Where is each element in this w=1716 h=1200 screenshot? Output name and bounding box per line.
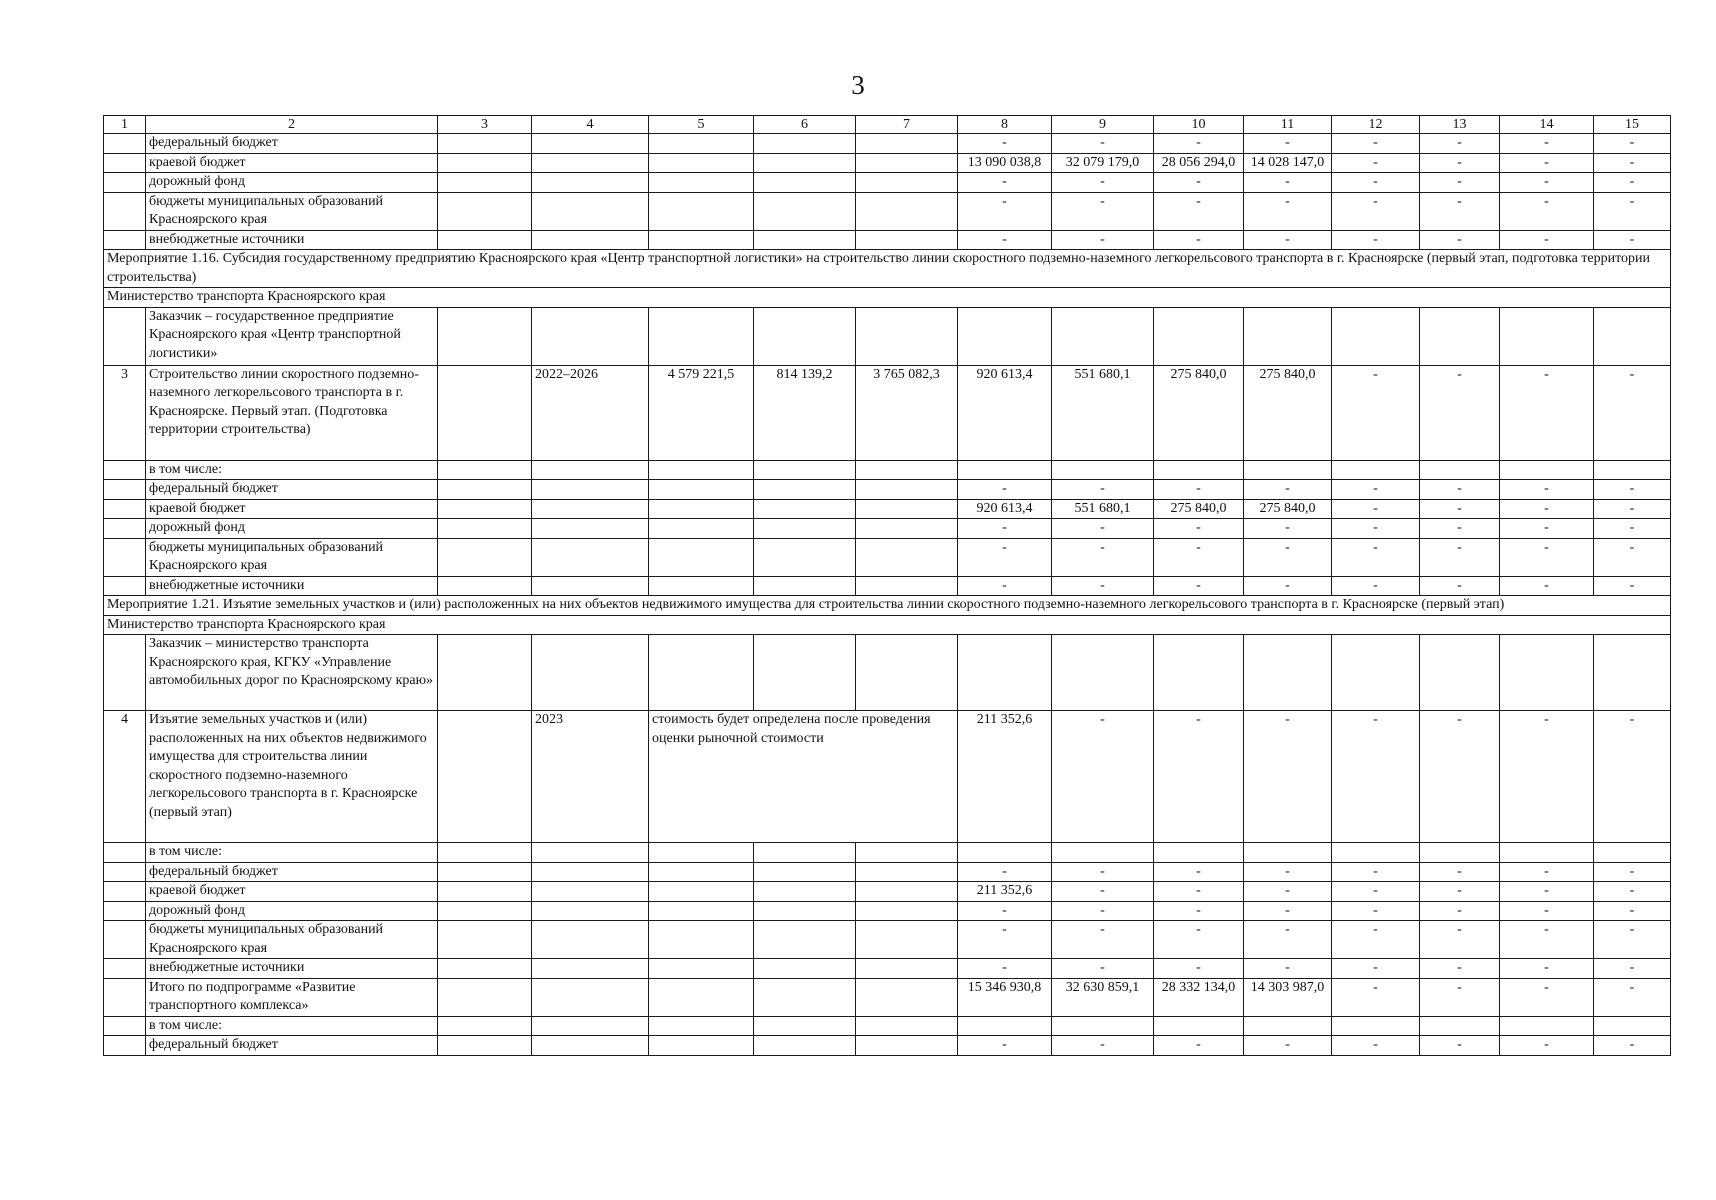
- dash-cell: -: [1420, 862, 1500, 882]
- dash-cell: -: [1500, 1036, 1594, 1056]
- dash-cell: -: [958, 134, 1052, 154]
- table-row: [104, 1016, 1671, 1036]
- header-row: [104, 116, 1671, 134]
- measure-name: Изъятие земельных участков и (или) расположенных на них объектов недвижимого имущества для строительства линии скоростного подземно-наземного легкорельсового транспорта в г. Красноярске (первый этап): [146, 711, 438, 843]
- row-label: краевой бюджет: [146, 882, 438, 902]
- col-header: 14: [1500, 116, 1594, 134]
- col-header: 1: [104, 116, 146, 134]
- dash-cell: -: [1594, 134, 1671, 154]
- dash-cell: -: [1500, 499, 1594, 519]
- table-row: [104, 153, 1671, 173]
- col-header: 5: [649, 116, 754, 134]
- dash-cell: -: [1244, 1036, 1332, 1056]
- measure-title: Мероприятие 1.21. Изъятие земельных участков и (или) расположенных на них объектов недвижимого имущества для строительства линии скоростного подземно-наземного легкорельсового транспорта в г. Красноярске (первый этап): [104, 596, 1671, 616]
- row-label: дорожный фонд: [146, 519, 438, 539]
- table-row: [104, 959, 1671, 979]
- value-cell: 32 630 859,1: [1052, 978, 1154, 1016]
- dash-cell: -: [1052, 959, 1154, 979]
- dash-cell: -: [1244, 134, 1332, 154]
- col-header: 10: [1154, 116, 1244, 134]
- dash-cell: -: [1332, 230, 1420, 250]
- dash-cell: -: [958, 901, 1052, 921]
- dash-cell: -: [1420, 576, 1500, 596]
- dash-cell: -: [1332, 921, 1420, 959]
- dash-cell: -: [1500, 862, 1594, 882]
- table-row: [104, 882, 1671, 902]
- value-cell: 551 680,1: [1052, 365, 1154, 460]
- measure-title: Мероприятие 1.16. Субсидия государственному предприятию Красноярского края «Центр транспортной логистики» на строительство линии скоростного подземно-наземного легкорельсового транспорта в г. Красноярске (первый этап, подготовка территории строительства): [104, 250, 1671, 288]
- col-header: 8: [958, 116, 1052, 134]
- cost-note: стоимость будет определена после проведения оценки рыночной стоимости: [649, 711, 958, 843]
- dash-cell: -: [1154, 1036, 1244, 1056]
- dash-cell: -: [1594, 365, 1671, 460]
- ministry-row: [104, 615, 1671, 635]
- dash-cell: -: [1500, 230, 1594, 250]
- dash-cell: -: [958, 192, 1052, 230]
- row-label: бюджеты муниципальных образований Красноярского края: [146, 921, 438, 959]
- dash-cell: -: [1244, 480, 1332, 500]
- dash-cell: -: [1332, 901, 1420, 921]
- dash-cell: -: [1244, 711, 1332, 843]
- total-row: [104, 978, 1671, 1016]
- dash-cell: -: [1154, 921, 1244, 959]
- dash-cell: -: [1332, 978, 1420, 1016]
- dash-cell: -: [1244, 921, 1332, 959]
- dash-cell: -: [1500, 519, 1594, 539]
- page-number: 3: [851, 70, 865, 100]
- dash-cell: -: [1052, 711, 1154, 843]
- dash-cell: -: [958, 1036, 1052, 1056]
- value-cell: 920 613,4: [958, 365, 1052, 460]
- dash-cell: -: [1332, 173, 1420, 193]
- value-cell: 211 352,6: [958, 882, 1052, 902]
- dash-cell: -: [1500, 978, 1594, 1016]
- value-cell: 814 139,2: [754, 365, 856, 460]
- table-row: [104, 576, 1671, 596]
- dash-cell: -: [1594, 173, 1671, 193]
- customer-label: Заказчик – министерство транспорта Красноярского края, КГКУ «Управление автомобильных дорог по Красноярскому краю»: [146, 635, 438, 711]
- dash-cell: -: [1332, 480, 1420, 500]
- dash-cell: -: [1594, 901, 1671, 921]
- dash-cell: -: [1500, 365, 1594, 460]
- value-cell: 3 765 082,3: [856, 365, 958, 460]
- dash-cell: -: [1052, 519, 1154, 539]
- col-header: 7: [856, 116, 958, 134]
- dash-cell: -: [1420, 173, 1500, 193]
- dash-cell: -: [1332, 882, 1420, 902]
- dash-cell: -: [1244, 901, 1332, 921]
- dash-cell: -: [1052, 134, 1154, 154]
- row-label: внебюджетные источники: [146, 959, 438, 979]
- col-header: 9: [1052, 116, 1154, 134]
- dash-cell: -: [1052, 882, 1154, 902]
- dash-cell: -: [1594, 480, 1671, 500]
- dash-cell: -: [1594, 978, 1671, 1016]
- dash-cell: -: [1500, 901, 1594, 921]
- value-cell: 28 056 294,0: [1154, 153, 1244, 173]
- dash-cell: -: [1332, 134, 1420, 154]
- table-row: [104, 538, 1671, 576]
- value-cell: 15 346 930,8: [958, 978, 1052, 1016]
- dash-cell: -: [1420, 134, 1500, 154]
- dash-cell: -: [1052, 862, 1154, 882]
- dash-cell: -: [958, 921, 1052, 959]
- table-row: [104, 862, 1671, 882]
- ministry-name: Министерство транспорта Красноярского края: [104, 615, 1671, 635]
- row-label: дорожный фонд: [146, 173, 438, 193]
- row-label: в том числе:: [146, 460, 438, 480]
- dash-cell: -: [1500, 711, 1594, 843]
- row-label: внебюджетные источники: [146, 576, 438, 596]
- dash-cell: -: [1154, 711, 1244, 843]
- dash-cell: -: [1420, 538, 1500, 576]
- dash-cell: -: [1332, 862, 1420, 882]
- dash-cell: -: [1500, 173, 1594, 193]
- dash-cell: -: [1244, 230, 1332, 250]
- dash-cell: -: [958, 230, 1052, 250]
- row-label: бюджеты муниципальных образований Красноярского края: [146, 192, 438, 230]
- dash-cell: -: [1594, 921, 1671, 959]
- table-row: [104, 921, 1671, 959]
- value-cell: 275 840,0: [1154, 365, 1244, 460]
- col-header: 3: [438, 116, 532, 134]
- dash-cell: -: [1154, 230, 1244, 250]
- measure-row: [104, 365, 1671, 460]
- dash-cell: -: [1420, 711, 1500, 843]
- dash-cell: -: [1052, 480, 1154, 500]
- dash-cell: -: [958, 862, 1052, 882]
- dash-cell: -: [1420, 882, 1500, 902]
- period-cell: 2022–2026: [532, 365, 649, 460]
- dash-cell: -: [1420, 192, 1500, 230]
- dash-cell: -: [1594, 153, 1671, 173]
- dash-cell: -: [1594, 499, 1671, 519]
- col-header: 6: [754, 116, 856, 134]
- value-cell: 14 028 147,0: [1244, 153, 1332, 173]
- dash-cell: -: [1420, 978, 1500, 1016]
- table-row: [104, 901, 1671, 921]
- dash-cell: -: [1154, 862, 1244, 882]
- dash-cell: -: [1052, 230, 1154, 250]
- dash-cell: -: [1154, 192, 1244, 230]
- row-label: федеральный бюджет: [146, 134, 438, 154]
- dash-cell: -: [1332, 959, 1420, 979]
- table-row: [104, 480, 1671, 500]
- dash-cell: -: [1420, 1036, 1500, 1056]
- value-cell: 28 332 134,0: [1154, 978, 1244, 1016]
- dash-cell: -: [1154, 901, 1244, 921]
- col-header: 13: [1420, 116, 1500, 134]
- value-cell: 275 840,0: [1244, 499, 1332, 519]
- dash-cell: -: [1594, 576, 1671, 596]
- table-row: [104, 173, 1671, 193]
- dash-cell: -: [1332, 711, 1420, 843]
- dash-cell: -: [1154, 538, 1244, 576]
- value-cell: 551 680,1: [1052, 499, 1154, 519]
- row-label: в том числе:: [146, 843, 438, 863]
- dash-cell: -: [1420, 230, 1500, 250]
- dash-cell: -: [1594, 862, 1671, 882]
- dash-cell: -: [958, 519, 1052, 539]
- dash-cell: -: [1244, 192, 1332, 230]
- dash-cell: -: [1594, 538, 1671, 576]
- dash-cell: -: [1052, 901, 1154, 921]
- dash-cell: -: [1052, 538, 1154, 576]
- dash-cell: -: [1154, 173, 1244, 193]
- dash-cell: -: [1332, 365, 1420, 460]
- ministry-name: Министерство транспорта Красноярского края: [104, 288, 1671, 308]
- dash-cell: -: [1154, 480, 1244, 500]
- dash-cell: -: [1500, 134, 1594, 154]
- row-label: федеральный бюджет: [146, 1036, 438, 1056]
- dash-cell: -: [1420, 921, 1500, 959]
- dash-cell: -: [1332, 1036, 1420, 1056]
- dash-cell: -: [1420, 519, 1500, 539]
- dash-cell: -: [958, 959, 1052, 979]
- row-label: внебюджетные источники: [146, 230, 438, 250]
- col-header: 4: [532, 116, 649, 134]
- dash-cell: -: [1244, 576, 1332, 596]
- dash-cell: -: [1500, 921, 1594, 959]
- dash-cell: -: [1154, 576, 1244, 596]
- table-row: [104, 134, 1671, 154]
- dash-cell: -: [1154, 959, 1244, 979]
- dash-cell: -: [958, 538, 1052, 576]
- row-label: дорожный фонд: [146, 901, 438, 921]
- dash-cell: -: [1420, 480, 1500, 500]
- dash-cell: -: [1052, 192, 1154, 230]
- dash-cell: -: [958, 576, 1052, 596]
- value-cell: 13 090 038,8: [958, 153, 1052, 173]
- dash-cell: -: [1244, 173, 1332, 193]
- row-label: краевой бюджет: [146, 153, 438, 173]
- table-row: [104, 499, 1671, 519]
- col-header: 11: [1244, 116, 1332, 134]
- row-label: краевой бюджет: [146, 499, 438, 519]
- dash-cell: -: [1594, 959, 1671, 979]
- dash-cell: -: [1244, 538, 1332, 576]
- dash-cell: -: [1154, 882, 1244, 902]
- dash-cell: -: [1332, 538, 1420, 576]
- dash-cell: -: [1244, 959, 1332, 979]
- period-cell: 2023: [532, 711, 649, 843]
- measure-name: Строительство линии скоростного подземно-наземного легкорельсового транспорта в г. Красноярске. Первый этап. (Подготовка территории строительства): [146, 365, 438, 460]
- ministry-row: [104, 288, 1671, 308]
- customer-row: [104, 307, 1671, 365]
- dash-cell: -: [1244, 882, 1332, 902]
- dash-cell: -: [1594, 711, 1671, 843]
- value-cell: 14 303 987,0: [1244, 978, 1332, 1016]
- dash-cell: -: [1420, 959, 1500, 979]
- col-header: 12: [1332, 116, 1420, 134]
- customer-label: Заказчик – государственное предприятие Красноярского края «Центр транспортной логистики»: [146, 307, 438, 365]
- dash-cell: -: [1052, 1036, 1154, 1056]
- dash-cell: -: [1332, 192, 1420, 230]
- dash-cell: -: [1052, 173, 1154, 193]
- dash-cell: -: [1052, 576, 1154, 596]
- budget-table: [103, 115, 1671, 1056]
- dash-cell: -: [1594, 882, 1671, 902]
- value-cell: 211 352,6: [958, 711, 1052, 843]
- value-cell: 920 613,4: [958, 499, 1052, 519]
- dash-cell: -: [1154, 519, 1244, 539]
- table-row: [104, 192, 1671, 230]
- dash-cell: -: [958, 480, 1052, 500]
- dash-cell: -: [1332, 499, 1420, 519]
- dash-cell: -: [1154, 134, 1244, 154]
- dash-cell: -: [1332, 153, 1420, 173]
- table-row: [104, 460, 1671, 480]
- dash-cell: -: [1332, 576, 1420, 596]
- dash-cell: -: [1420, 499, 1500, 519]
- dash-cell: -: [1594, 192, 1671, 230]
- dash-cell: -: [1594, 230, 1671, 250]
- row-label: в том числе:: [146, 1016, 438, 1036]
- row-number: 4: [104, 711, 146, 843]
- dash-cell: -: [1500, 480, 1594, 500]
- row-label: федеральный бюджет: [146, 480, 438, 500]
- dash-cell: -: [1420, 153, 1500, 173]
- dash-cell: -: [1594, 519, 1671, 539]
- dash-cell: -: [1420, 365, 1500, 460]
- dash-cell: -: [1052, 921, 1154, 959]
- dash-cell: -: [1500, 153, 1594, 173]
- row-label: федеральный бюджет: [146, 862, 438, 882]
- value-cell: 4 579 221,5: [649, 365, 754, 460]
- dash-cell: -: [1420, 901, 1500, 921]
- value-cell: 32 079 179,0: [1052, 153, 1154, 173]
- col-header: 15: [1594, 116, 1671, 134]
- value-cell: 275 840,0: [1244, 365, 1332, 460]
- col-header: 2: [146, 116, 438, 134]
- row-label: бюджеты муниципальных образований Красноярского края: [146, 538, 438, 576]
- dash-cell: -: [1332, 519, 1420, 539]
- dash-cell: -: [958, 173, 1052, 193]
- dash-cell: -: [1244, 519, 1332, 539]
- table-row: [104, 230, 1671, 250]
- measure-row: [104, 711, 1671, 843]
- table-row: [104, 1036, 1671, 1056]
- dash-cell: -: [1500, 959, 1594, 979]
- dash-cell: -: [1500, 576, 1594, 596]
- row-number: 3: [104, 365, 146, 460]
- table-row: [104, 519, 1671, 539]
- dash-cell: -: [1500, 538, 1594, 576]
- value-cell: 275 840,0: [1154, 499, 1244, 519]
- dash-cell: -: [1500, 192, 1594, 230]
- dash-cell: -: [1500, 882, 1594, 902]
- measure-title-row: [104, 596, 1671, 616]
- total-label: Итого по подпрограмме «Развитие транспортного комплекса»: [146, 978, 438, 1016]
- customer-row: [104, 635, 1671, 711]
- dash-cell: -: [1594, 1036, 1671, 1056]
- measure-title-row: [104, 250, 1671, 288]
- table-row: [104, 843, 1671, 863]
- dash-cell: -: [1244, 862, 1332, 882]
